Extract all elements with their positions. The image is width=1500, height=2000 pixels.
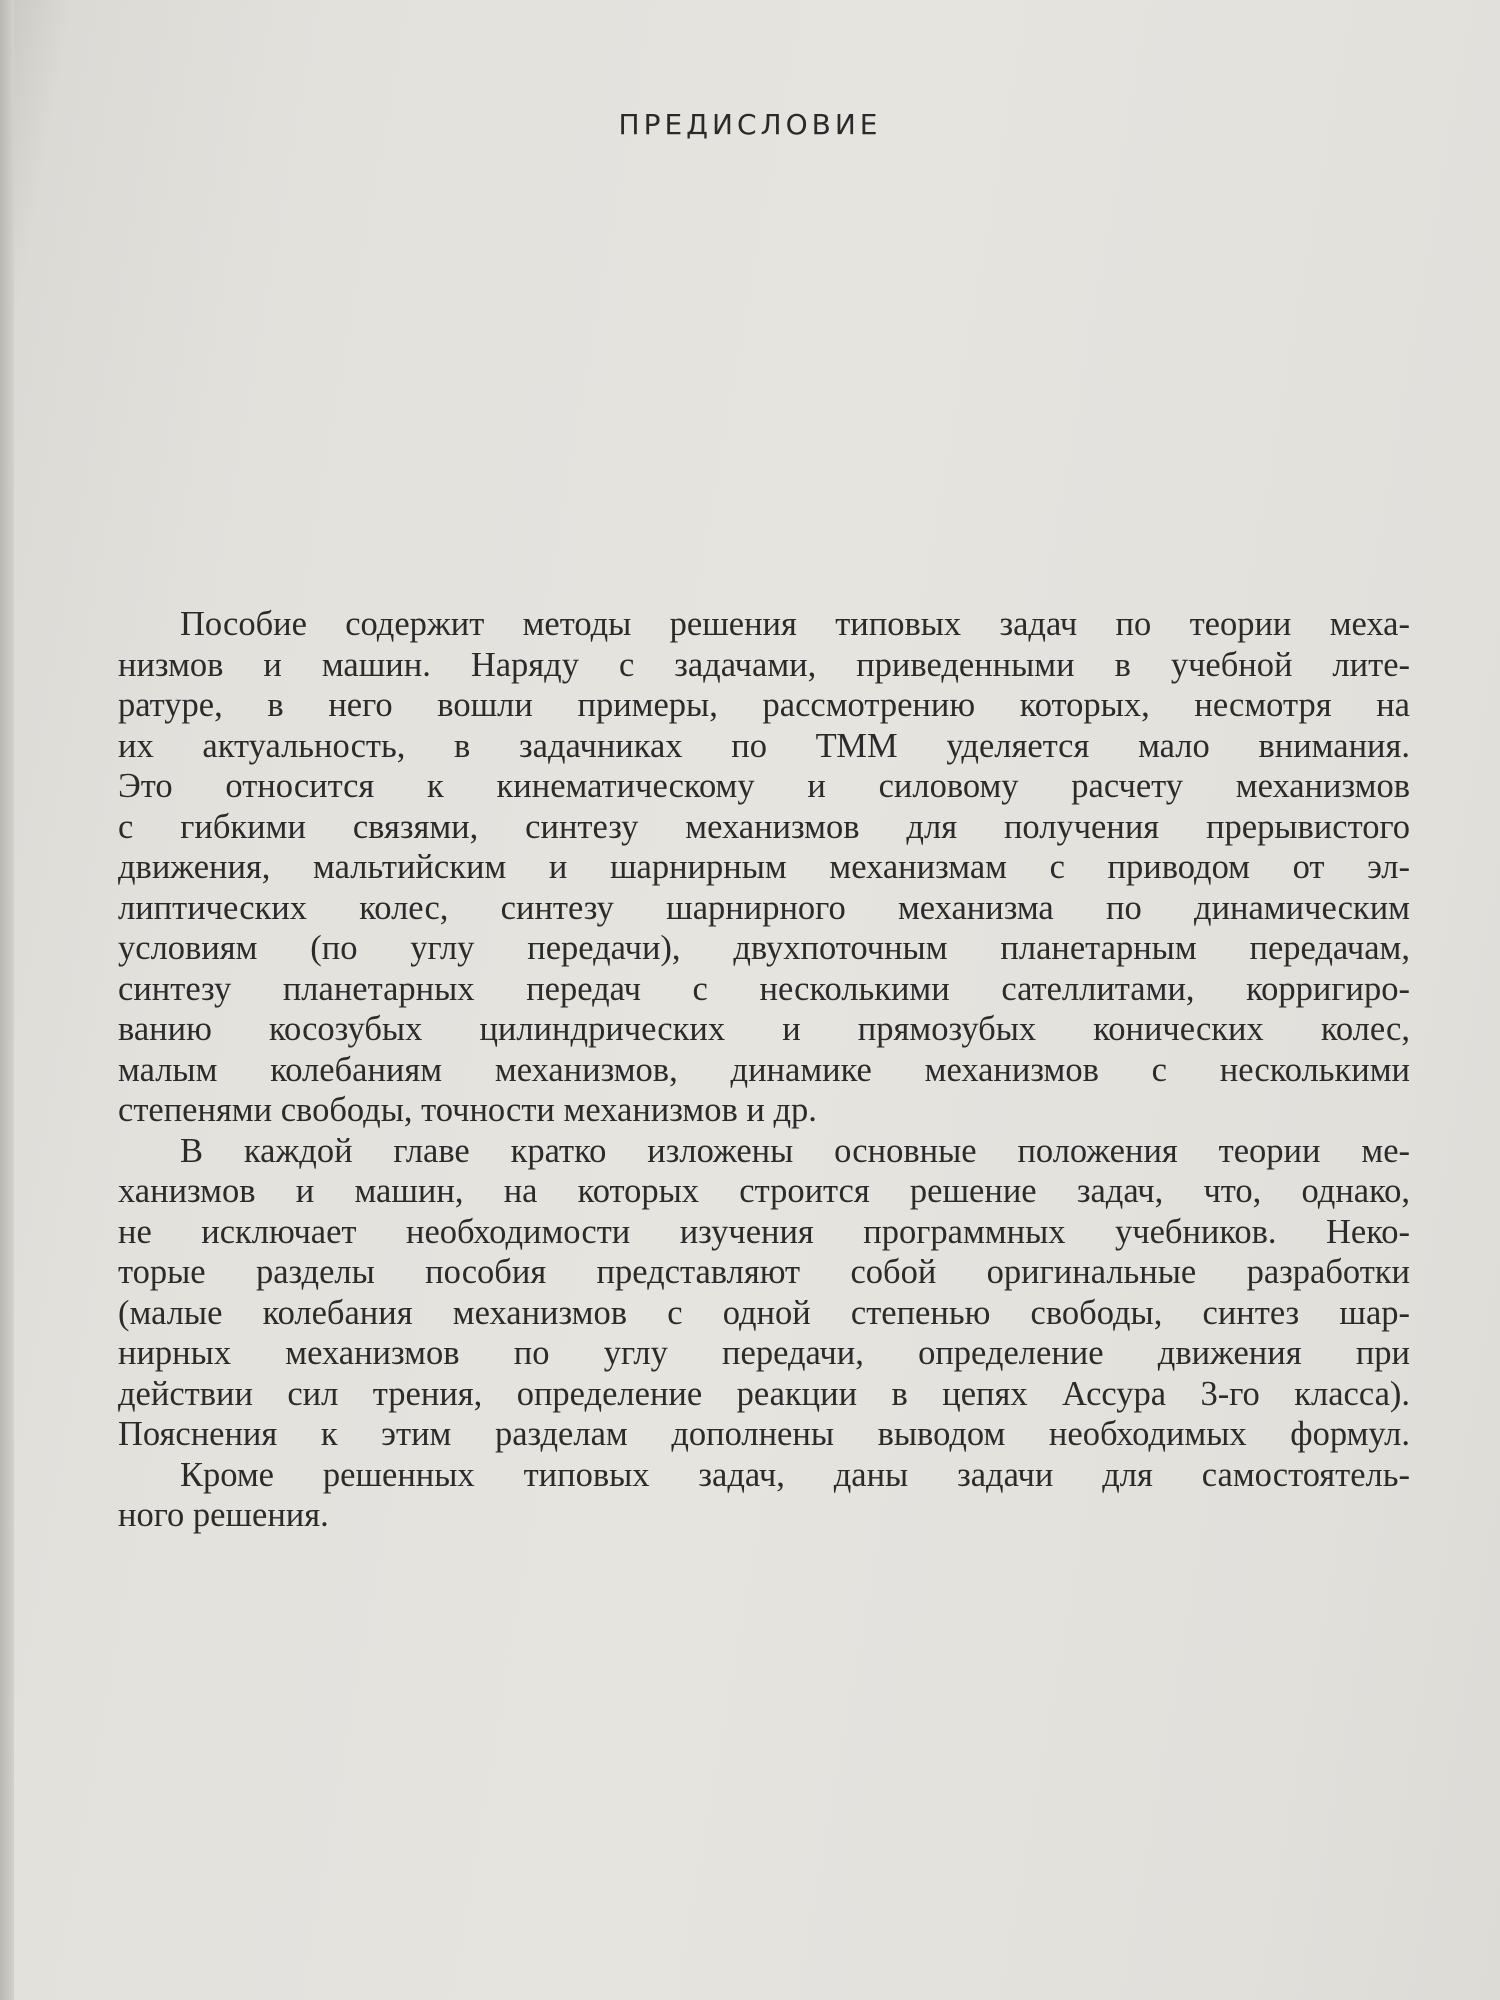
text-line: (малые колебания механизмов с одной степенью свободы, синтез шар- <box>118 1293 1410 1332</box>
text-line: малым колебаниям механизмов, динамике механизмов с несколькими <box>118 1050 1410 1089</box>
text-line: Пояснения к этим разделам дополнены выводом необходимых формул. <box>118 1415 1410 1453</box>
text-line: ратуре, в него вошли примеры, рассмотрению которых, несмотря на <box>118 686 1410 724</box>
text-line: ного решения. <box>118 1496 329 1534</box>
text-line: их актуальность, в задачниках по ТММ уделяется мало внимания. <box>118 726 1410 765</box>
text-line: низмов и машин. Наряду с задачами, приведенными в учебной лите- <box>118 645 1410 684</box>
text-line: условиям (по углу передачи), двухпоточным планетарным передачам, <box>118 929 1410 967</box>
text-line: В каждой главе кратко изложены основные положения теории ме- <box>180 1131 1410 1170</box>
page-title: ПРЕДИСЛОВИЕ <box>618 108 882 141</box>
preface-body <box>118 604 1410 1536</box>
text-line: с гибкими связями, синтезу механизмов для получения прерывистого <box>118 807 1410 846</box>
text-line: ханизмов и машин, на которых строится решение задач, что, однако, <box>118 1172 1410 1210</box>
text-line: Пособие содержит методы решения типовых задач по теории меха- <box>180 605 1410 643</box>
text-line: Это относится к кинематическому и силовому расчету механизмов <box>118 767 1410 805</box>
page-binding-edge <box>0 0 14 2000</box>
text-line: не исключает необходимости изучения программных учебников. Неко- <box>118 1212 1410 1251</box>
text-line: липтических колес, синтезу шарнирного механизма по динамическим <box>118 888 1410 927</box>
text-line: ванию косозубых цилиндрических и прямозубых конических колес, <box>118 1010 1410 1048</box>
text-line: движения, мальтийским и шарнирным механизмам с приводом от эл- <box>118 848 1410 886</box>
text-line: действии сил трения, определение реакции в цепях Ассура 3-го класса). <box>118 1374 1410 1413</box>
text-line: синтезу планетарных передач с несколькими сателлитами, корригиро- <box>118 969 1410 1008</box>
text-line: торые разделы пособия представляют собой оригинальные разработки <box>118 1253 1410 1291</box>
text-line: нирных механизмов по углу передачи, определение движения при <box>118 1334 1410 1372</box>
paragraph-2 <box>118 1131 1410 1455</box>
paragraph-1 <box>118 604 1410 1131</box>
text-line: Кроме решенных типовых задач, даны задачи для самостоятель- <box>180 1455 1410 1494</box>
text-line: степенями свободы, точности механизмов и др. <box>118 1091 817 1129</box>
paragraph-3 <box>118 1455 1410 1536</box>
